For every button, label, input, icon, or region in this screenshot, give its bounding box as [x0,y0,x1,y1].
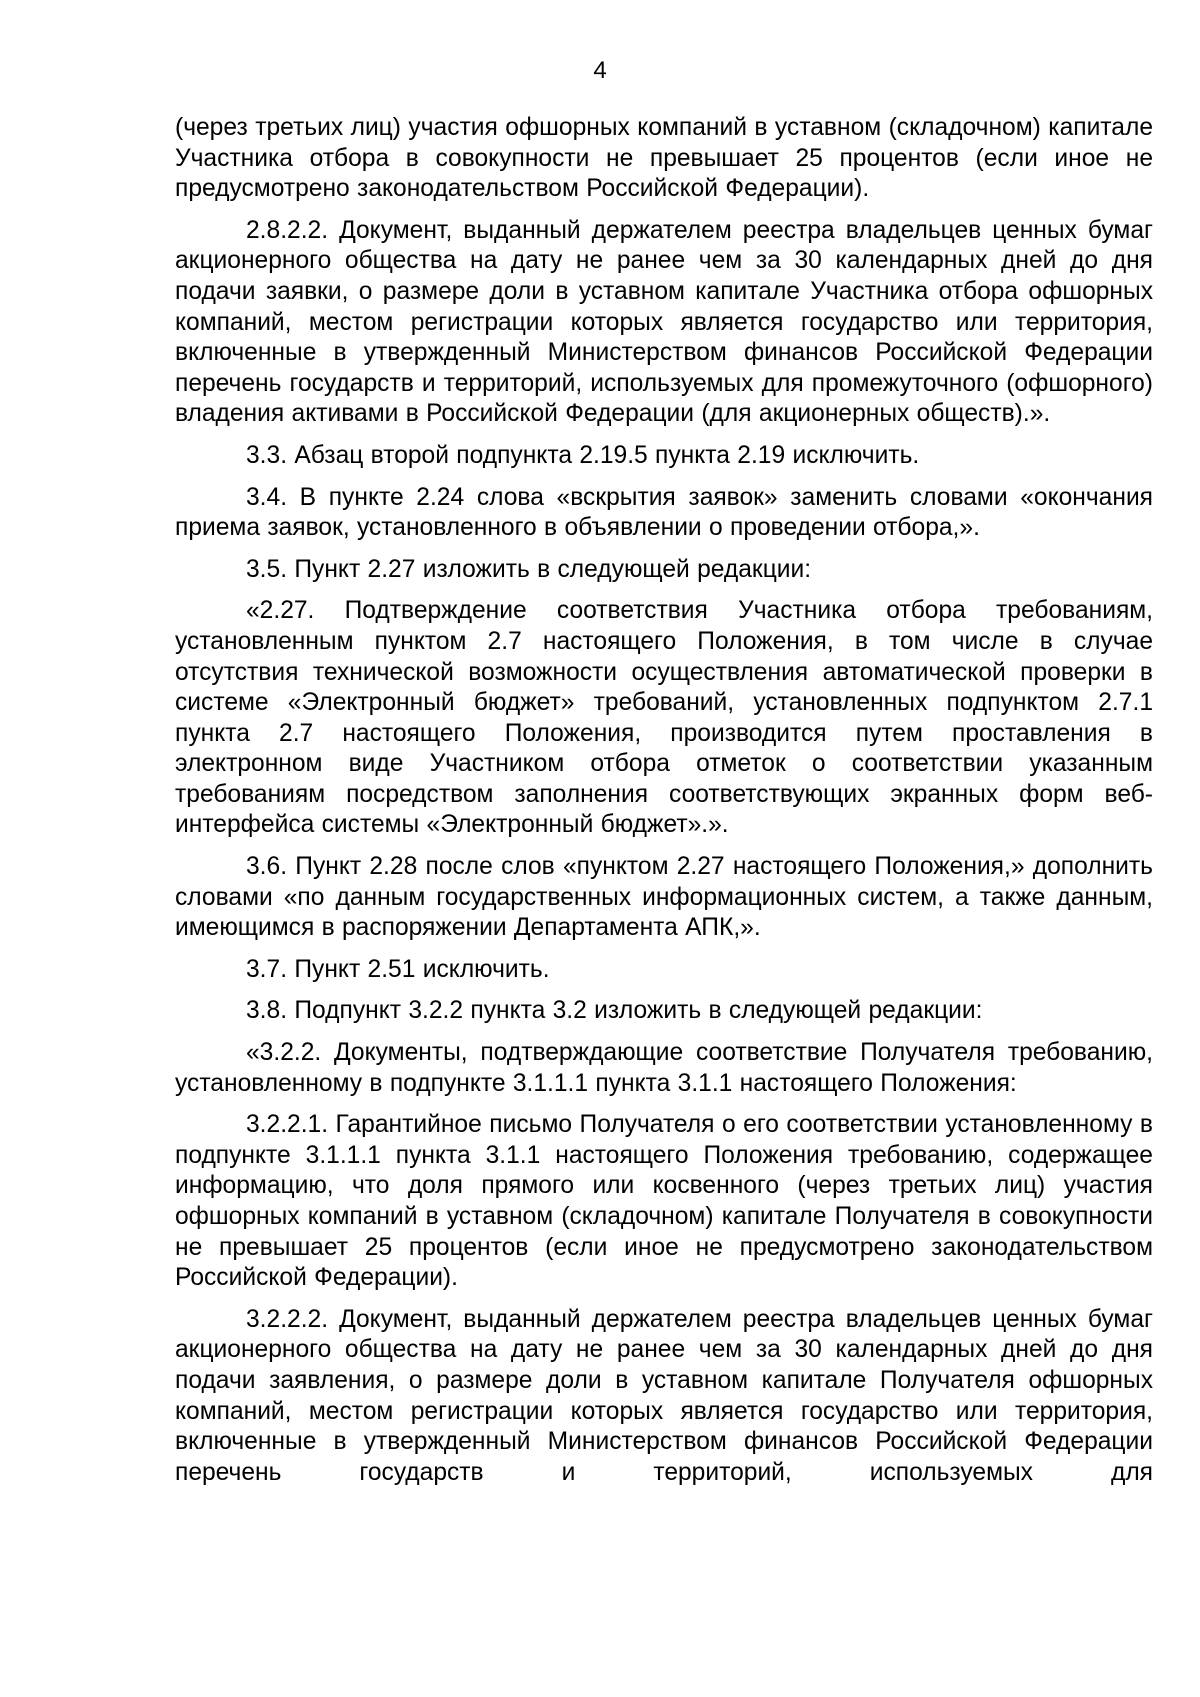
paragraph-3-2-2-1: 3.2.2.1. Гарантийное письмо Получателя о его соответствии установленному в подпункте 3.1.1.1 пункта 3.1.1 настоящего Положения требованию, содержащее информацию, что доля прямого или косвенного (через третьих лиц) участия офшорных компаний в уставном (складочном) капитале Получателя в совокупности не превышает 25 процентов (если иное не предусмотрено законодательством Российской Федерации). [175,1111,1153,1292]
paragraph-3-2-2: «3.2.2. Документы, подтверждающие соответствие Получателя требованию, установленному в подпункте 3.1.1.1 пункта 3.1.1 настоящего Положения: [175,1039,1153,1097]
paragraph-3-6: 3.6. Пункт 2.28 после слов «пунктом 2.27 настоящего Положения,» дополнить словами «по данным государственных информационных систем, а также данным, имеющимся в распоряжении Департамента АПК,». [175,853,1153,942]
document-body [175,113,1153,1499]
paragraph-3-4: 3.4. В пункте 2.24 слова «вскрытия заявок» заменить словами «окончания приема заявок, установленного в объявлении о проведении отбора,». [175,483,1153,542]
paragraph-3-2-2-2: 3.2.2.2. Документ, выданный держателем реестра владельцев ценных бумаг акционерного общества на дату не ранее чем за 30 календарных дней до дня подачи заявления, о размере доли в уставном капитале Получателя офшорных компаний, местом регистрации которых является государство или территория, включенные в утвержденный Министерством финансов Российской Федерации перечень государств и территорий, используемых для [175,1305,1153,1486]
paragraph-3-8: 3.8. Подпункт 3.2.2 пункта 3.2 изложить в следующей редакции: [246,997,983,1025]
paragraph-3-5: 3.5. Пункт 2.27 изложить в следующей редакции: [246,555,812,583]
page-number: 4 [593,57,607,84]
paragraph-2-8-2-2: 2.8.2.2. Документ, выданный держателем реестра владельцев ценных бумаг акционерного общества на дату не ранее чем за 30 календарных дней до дня подачи заявки, о размере доли в уставном капитале Участника отбора офшорных компаний, местом регистрации которых является государство или территория, включенные в утвержденный Министерством финансов Российской Федерации перечень государств и территорий, используемых для промежуточного (офшорного) владения активами в Российской Федерации (для акционерных обществ).». [175,216,1153,428]
paragraph-3-7: 3.7. Пункт 2.51 исключить. [246,955,550,983]
paragraph-continuation: (через третьих лиц) участия офшорных компаний в уставном (складочном) капитале Участника отбора в совокупности не превышает 25 процентов (если иное не предусмотрено законодательством Российской Федерации). [175,114,1153,203]
paragraph-2-27: «2.27. Подтверждение соответствия Участника отбора требованиям, установленным пунктом 2.7 настоящего Положения, в том числе в случае отсутствия технической возможности осуществления автоматической проверки в системе «Электронный бюджет» требований, установленных подпунктом 2.7.1 пункта 2.7 настоящего Положения, производится путем проставления в электронном виде Участником отбора отметок о соответствии указанным требованиям посредством заполнения соответствующих экранных форм веб-интерфейса системы «Электронный бюджет».». [175,597,1153,839]
paragraph-3-3: 3.3. Абзац второй подпункта 2.19.5 пункта 2.19 исключить. [246,441,920,469]
